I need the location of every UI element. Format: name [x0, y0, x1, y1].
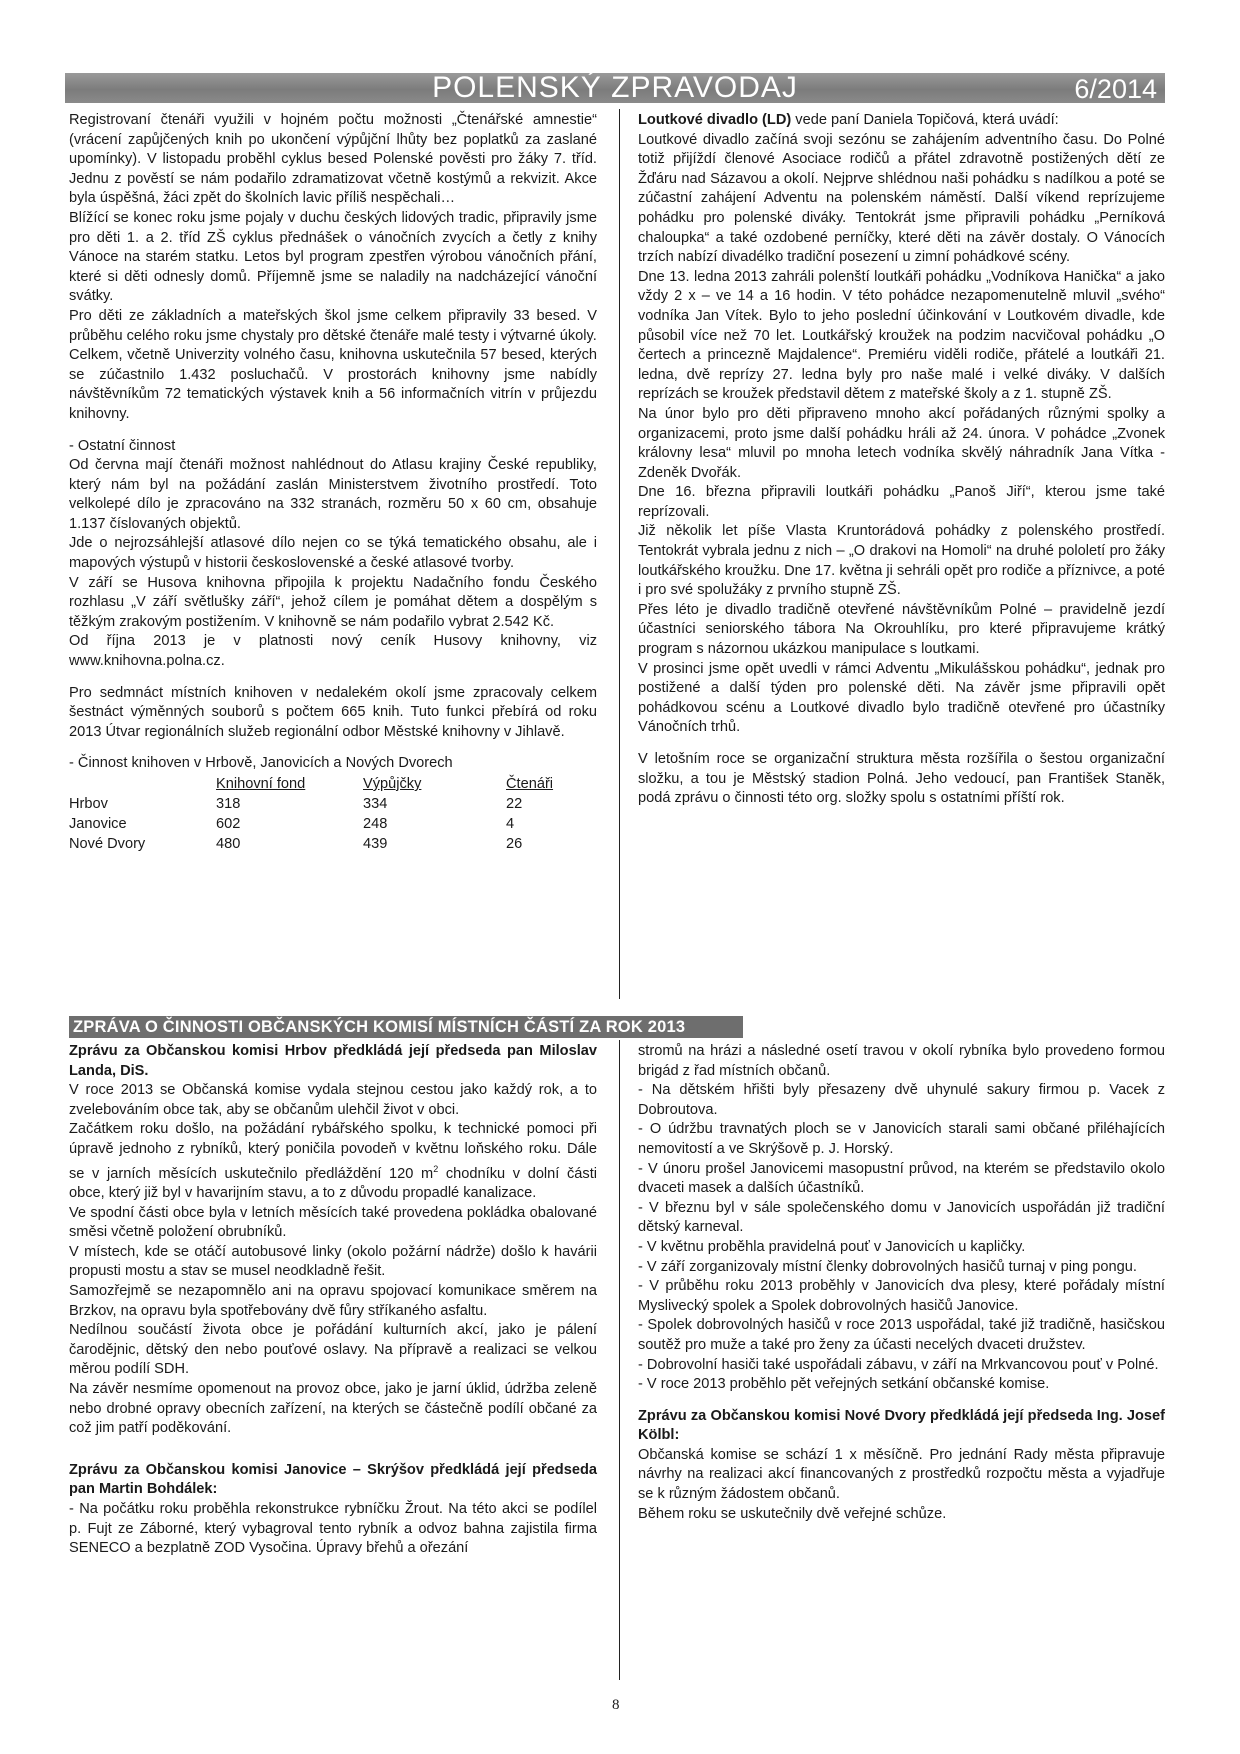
superscript: 2	[433, 1163, 439, 1174]
table-cell: 334	[363, 796, 388, 812]
paragraph: Dne 13. ledna 2013 zahráli polenští loutkáři pohádku „Vodníkova Hanička“ a jako vždy 2 x – ve 14 a 16 hodin. V této pohádce nezapomenutelně mluvil „svého“ vodníka Jan Vítek. Bylo to jeho poslední účinkování v Loutkovém divadle, kde působil více než 70 let. Loutkářský kroužek na podzim nacvičoval pohádku „O čertech a princezně Majdalence“. Premiéru viděli rodiče, přátelé a loutkáři 21. ledna, dvě reprízy 27. ledna byly pro naše malé i velké diváky. V dalších reprízách se kroužek představil dětem z mateřské školy a z 1. stupně ZŠ.	[638, 268, 1165, 403]
paragraph: Pro sedmnáct místních knihoven v nedalekém okolí jsme zpracovaly celkem šestnáct výměnných souborů s počtem 665 knih. Tuto funkci přebírá od roku 2013 Útvar regionálních služeb regionální odbor Městské knihovny v Jihlavě.	[69, 684, 597, 740]
list-item: - Na dětském hřišti byly přesazeny dvě uhynulé sakury firmou p. Vacek z Dobroutova.	[638, 1082, 1165, 1118]
table-cell: 602	[216, 816, 241, 832]
paragraph: Od června mají čtenáři možnost nahlédnout do Atlasu krajiny České republiky, který nám byl na požádání zaslán Ministerstvem životního prostředí. Toto velkolepé dílo je zpracováno na 332 stranách, rozměru 50 x 60 cm, obsahuje 1.137 číslovaných objektů.	[69, 457, 597, 532]
list-item: - V únoru prošel Janovicemi masopustní průvod, na kterém se představilo okolo dvaceti masek a dalších účastníků.	[638, 1160, 1165, 1197]
paragraph-text: Začátkem roku došlo, na požádání rybářského spolku, k technické pomoci při úpravě jednoho z rybníků, který poničila povodeň v květnu loňského roku. Dále se v jarních měsících uskutečnilo předláždění 120 m	[69, 1121, 597, 1182]
list-item: - O údržbu travnatých ploch se v Janovicích starali sami občané přiléhajících nemovitostí a ve Skrýšově p. J. Horský.	[638, 1121, 1165, 1157]
paragraph: Pro děti ze základních a mateřských škol jsme celkem připravily 33 besed. V průběhu celého roku jsme chystaly pro dětské čtenáře malé testy i výtvarné úkoly.	[69, 307, 597, 344]
page-number: 8	[612, 1697, 620, 1713]
paragraph: V místech, kde se otáčí autobusové linky (okolo požární nádrže) došlo k havárii propusti mostu a stav se musel neodkladně řešit.	[69, 1243, 597, 1280]
paragraph: Celkem, včetně Univerzity volného času, knihovna uskutečnila 57 besed, kterých se zúčastnilo 1.432 posluchačů. V prostorách knihovny jsme nabídly návštěvníkům 72 tematických výstavek knih a 56 informačních vitrín v průjezdu knihovny.	[69, 347, 597, 422]
table-header-cell: Čtenáři	[506, 776, 554, 792]
table-cell: 22	[506, 796, 523, 812]
paragraph-text: chodníku v dolní části obce, který již byl v havarijním stavu, a to z důvodu propadlé kanalizace.	[69, 1165, 597, 1202]
paragraph	[638, 111, 1165, 131]
column-divider-top	[619, 109, 620, 999]
report-heading-text: Zprávu za Občanskou komisi Nové Dvory předkládá její předseda Ing. Josef Kölbl:	[638, 1407, 1165, 1444]
paragraph: V září se Husova knihovna připojila k projektu Nadačního fondu Českého rozhlasu „V září světlušky září“, jehož cílem je pomáhat dětem a dospělým s těžkým zrakovým postižením. V knihovně se nám podařilo vybrat 2.542 Kč.	[69, 574, 597, 630]
paragraph: stromů na hrázi a následné osetí travou v okolí rybníka bylo provedeno formou brigád z řad místních občanů.	[638, 1043, 1165, 1079]
paragraph: Od října 2013 je v platnosti nový ceník Husovy knihovny, viz www.knihovna.polna.cz.	[69, 633, 597, 670]
table-header-cell	[69, 775, 216, 795]
table-cell: 26	[506, 836, 523, 852]
paragraph: - Na počátku roku proběhla rekonstrukce rybníčku Žrout. Na této akci se podílel p. Fujt ze Záborné, který vybagroval tento rybník a odvoz bahna zajistila firma SENECO a bezplatně ZOD Vysočina. Úpravy břehů a ořezání	[69, 1500, 597, 1557]
lead-rest: vede paní Daniela Topičová, která uvádí:	[791, 112, 1059, 128]
report-heading	[69, 1461, 597, 1500]
list-item: - V září zorganizovaly místní členky dobrovolných hasičů turnaj v ping pongu.	[638, 1258, 1137, 1275]
puppet-theatre-column	[638, 111, 1165, 809]
report-heading	[69, 1042, 597, 1081]
section-subheading: - Činnost knihoven v Hrbově, Janovicích a Nových Dvorech	[69, 755, 453, 772]
paragraph: Již několik let píše Vlasta Kruntorádová pohádky z polenského prostředí. Tentokrát vybrala jednu z nich – „O drakovi na Homoli“ na druhé pololetí pro žáky loutkářského kroužku. Dne 17. května ji sehráli opět pro rodiče a příznivce, a poté i pro své spolužáky z prvního stupně ZŠ.	[638, 523, 1165, 599]
table-row	[69, 835, 553, 855]
paragraph: Loutkové divadlo začíná svoji sezónu se zahájením adventního času. Do Polné totiž přijíždí členové Asociace rodičů a přátel zdravotně postižených dětí ze Žďáru nad Sázavou a okolí. Nejprve shlédnou naši pohádku s nadílkou a poté se zúčastní zahájení Adventu na polenském náměstí. Další víkend reprízujeme pohádku pro polenské diváky. Tentokrát jsme připravili pohádku „Perníková chaloupka“ a také ozdobené perníčky, které děti na závěr dostaly. O Vánocích trzích nabízí divadélko tradiční posezení u zimní pohádkové scény.	[638, 131, 1165, 266]
report-heading-text: Zprávu za Občanskou komisi Janovice – Skrýšov předkládá její předseda pan Martin Bohdálek:	[69, 1461, 597, 1498]
paragraph: Jde o nejrozsáhlejší atlasové dílo nejen co se týká tematického obsahu, ale i mapových výstupů v historii československé a české atlasové tvorby.	[69, 535, 597, 572]
list-item: - V květnu proběhla pravidelná pouť v Janovicích u kapličky.	[638, 1238, 1026, 1255]
table-header-cell: Výpůjčky	[363, 776, 422, 792]
report-heading-text: Zprávu za Občanskou komisi Hrbov předkládá její předseda pan Miloslav Landa, DiS.	[69, 1043, 597, 1079]
bold-lead: Loutkové divadlo (LD)	[638, 112, 792, 128]
newsletter-title: POLENSKÝ ZPRAVODAJ	[432, 71, 798, 104]
paragraph: Registrovaní čtenáři využili v hojném počtu možnosti „Čtenářské amnestie“ (vrácení zapůjčených knih po ukončení výpůjční lhůty bez poplatků za zaslané upomínky). V listopadu proběhl cyklus besed Polenské pověsti pro žáky 7. tříd. Jednu z pověstí se nám podařilo zdramatizovat včetně kostýmů a rekvizit. Akce byla úspěšná, žáci zpět do školních lavic příliš nespěchali…	[69, 112, 597, 207]
list-item: - V březnu byl v sále společenského domu v Janovicích uspořádán již tradiční dětský karneval.	[638, 1199, 1165, 1236]
paragraph: Dne 16. března připravili loutkáři pohádku „Panoš Jiří“, kterou jsme také reprízovali.	[638, 484, 1165, 520]
table-header-cell: Knihovní fond	[216, 776, 306, 792]
section-subheading: - Ostatní činnost	[69, 437, 176, 454]
library-stats-table	[69, 775, 553, 855]
table-cell: 318	[216, 796, 241, 812]
table-row	[69, 795, 553, 815]
column-divider-bottom	[619, 1040, 620, 1680]
paragraph	[69, 1120, 597, 1203]
paragraph: Na závěr nesmíme opomenout na provoz obce, jako je jarní úklid, údržba zeleně nebo drobné opravy obecních zařízení, na kterých se částečně podílí občané za což jim patří poděkování.	[69, 1380, 597, 1437]
list-item: - V průběhu roku 2013 proběhly v Janovicích dva plesy, které pořádaly místní Myslivecký spolek a Spolek dobrovolných hasičů Janovice.	[638, 1278, 1165, 1314]
paragraph: V roce 2013 se Občanská komise vydala stejnou cestou jako každý rok, a to zvelebováním obce tak, aby se občanům ulehčil život v obci.	[69, 1082, 597, 1118]
table-cell: 480	[216, 836, 241, 852]
newsletter-header	[65, 73, 1165, 103]
paragraph: V letošním roce se organizační struktura města rozšířila o šestou organizační složku, a tou je Městský stadion Polná. Jeho vedoucí, pan František Staněk, podá zprávu o činnosti této org. složky spolu s ostatními příští rok.	[638, 751, 1165, 807]
table-cell: 439	[363, 836, 388, 852]
paragraph: Přes léto je divadlo tradičně otevřené návštěvníkům Polné – pravidelně jezdí účastníci seniorského tábora Na Okrouhlíku, pro které připravujeme krátký program s názornou ukázkou manipulace s loutkami.	[638, 601, 1165, 658]
section-heading-banner: ZPRÁVA O ČINNOSTI OBČANSKÝCH KOMISÍ MÍSTNÍCH ČÁSTÍ ZA ROK 2013	[69, 1016, 743, 1038]
paragraph: Ve spodní části obce byla v letních měsících také provedena pokládka obalované směsi včetně položení obrubníků.	[69, 1204, 597, 1241]
paragraph: V prosinci jsme opět uvedli v rámci Adventu „Mikulášskou pohádku“, jednak pro postižené a další týden pro polenské děti. Na závěr jsme připravili opět pohádkovou scénu a Loutkové divadlo bylo tradičně otevřené pro účastníky Vánočních trhů.	[638, 660, 1165, 736]
table-cell: Janovice	[69, 816, 127, 832]
table-cell: 248	[363, 816, 388, 832]
list-item: - Spolek dobrovolných hasičů v roce 2013 uspořádal, také již tradičně, hasičskou soutěž pro muže a také pro ženy za účasti necelých dvaceti družstev.	[638, 1317, 1165, 1353]
list-item: - Dobrovolní hasiči také uspořádali zábavu, v září na Mrkvancovou pouť v Polné.	[638, 1356, 1159, 1373]
paragraph: Samozřejmě se nezapomnělo ani na opravu spojovací komunikace směrem na Brzkov, na opravu byla spotřebovány dvě fůry stříkaného asfaltu.	[69, 1282, 597, 1319]
list-item: - V roce 2013 proběhlo pět veřejných setkání občanské komise.	[638, 1376, 1050, 1393]
table-cell: Hrbov	[69, 796, 108, 812]
paragraph: Blížící se konec roku jsme pojaly v duchu českých lidových tradic, připravily jsme pro děti 1. a 2. tříd ZŠ cyklus přednášek o vánočních zvycích a četly z knihy Vánoce na starém statku. Letos byl program zpestřen výrobou vánočních přání, které si děti odnesly domů. Příjemně jsme se naladily na nadcházející vánoční svátky.	[69, 209, 597, 305]
paragraph: Na únor bylo pro děti připraveno mnoho akcí pořádaných různými spolky a organizacemi, proto jsme další pohádku hráli až 24. února. V pohádce „Zvonek královny lesa“ mluvil po mnoha letech vodníka skvělý náhradník Jana Vítka - Zdeněk Dvořák.	[638, 405, 1165, 481]
issue-number: 6/2014	[1074, 74, 1157, 104]
table-header-row	[69, 775, 553, 795]
paragraph: Nedílnou součástí života obce je pořádání kulturních akcí, jako je pálení čarodějnic, dětský den nebo pouťové oslavy. Na přípravě a realizaci se velkou měrou podílí SDH.	[69, 1322, 597, 1378]
table-cell: 4	[506, 816, 515, 832]
committee-report-column-right	[638, 1042, 1165, 1524]
library-report-column	[69, 111, 597, 855]
table-cell: Nové Dvory	[69, 836, 146, 852]
paragraph: Občanská komise se schází 1 x měsíčně. Pro jednání Rady města připravuje návrhy na realizaci akcí financovaných z prostředků rozpočtu města a vyjadřuje se k různým žádostem občanů.	[638, 1446, 1165, 1503]
table-row	[69, 815, 553, 835]
paragraph: Během roku se uskutečnily dvě veřejné schůze.	[638, 1505, 947, 1522]
committee-report-column-left	[69, 1042, 597, 1559]
report-heading	[638, 1407, 1165, 1446]
